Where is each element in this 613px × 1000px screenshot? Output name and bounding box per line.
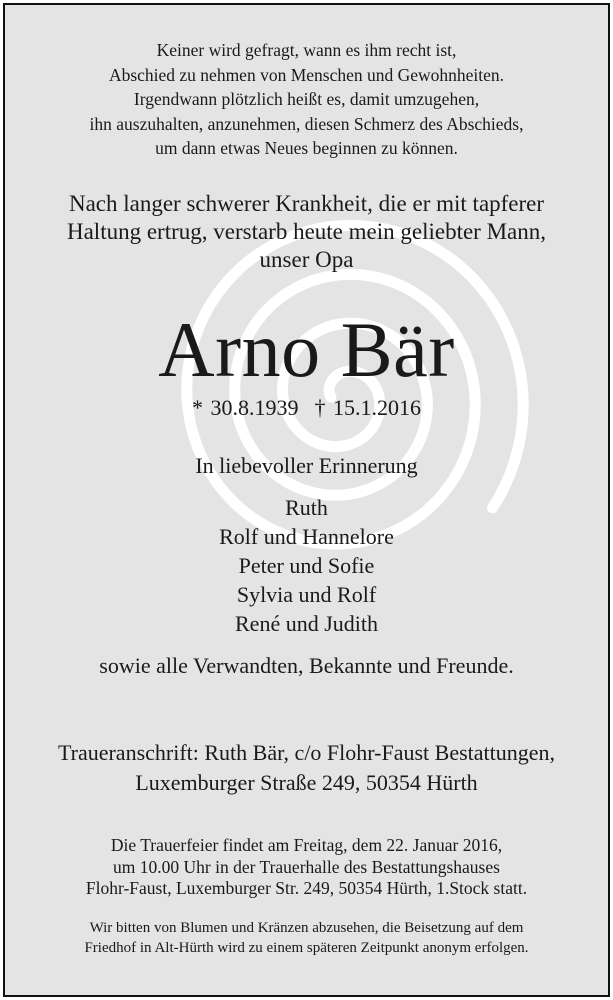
announcement-line: Haltung ertrug, verstarb heute mein geliebter Mann,	[66, 219, 546, 244]
mourners-list	[5, 493, 608, 638]
birth-date: * 30.8.1939	[192, 395, 299, 420]
funeral-line: um 10.00 Uhr in der Trauerhalle des Bestattungshauses	[113, 856, 500, 877]
announcement-line: unser Opa	[259, 247, 354, 272]
death-announcement	[5, 190, 608, 274]
mourning-address	[5, 738, 608, 798]
remembrance-line: In liebevoller Erinnerung	[195, 453, 418, 478]
funeral-line: Die Trauerfeier findet am Freitag, dem 22. Januar 2016,	[110, 835, 503, 855]
poem	[5, 38, 608, 161]
mourner-name: René und Judith	[235, 611, 378, 636]
flower-request	[5, 918, 608, 958]
mourner-name: Peter und Sofie	[238, 553, 375, 578]
announcement-line: Nach langer schwerer Krankheit, die er mit tapferer	[68, 191, 545, 216]
poem-line: Abschied zu nehmen von Menschen und Gewohnheiten.	[108, 64, 505, 85]
deceased-name: Arno Bär	[158, 306, 455, 393]
mourner-name: Rolf und Hannelore	[219, 524, 394, 549]
poem-line: Irgendwann plötzlich heißt es, damit umzugehen,	[133, 89, 480, 109]
poem-line: Keiner wird gefragt, wann es ihm recht ist,	[156, 40, 457, 60]
request-line: Friedhof in Alt-Hürth wird zu einem späteren Zeitpunkt anonym erfolgen.	[84, 940, 529, 956]
poem-line: um dann etwas Neues beginnen zu können.	[155, 138, 458, 158]
obituary-card	[3, 3, 610, 997]
poem-line: ihn auszuhalten, anzunehmen, diesen Schmerz des Abschieds,	[89, 113, 524, 134]
life-dates	[5, 393, 608, 423]
funeral-info	[5, 835, 608, 900]
death-date: † 15.1.2016	[314, 395, 421, 420]
mourner-name: Sylvia und Rolf	[236, 582, 377, 607]
relatives-line: sowie alle Verwandten, Bekannte und Freunde.	[99, 653, 514, 678]
address-line: Luxemburger Straße 249, 50354 Hürth	[135, 770, 478, 795]
mourner-name: Ruth	[285, 495, 328, 520]
funeral-line: Flohr-Faust, Luxemburger Str. 249, 50354 Hürth, 1.Stock statt.	[85, 878, 528, 898]
address-line: Traueranschrift: Ruth Bär, c/o Flohr-Faust Bestattungen,	[57, 740, 556, 765]
request-line: Wir bitten von Blumen und Kränzen abzusehen, die Beisetzung auf dem	[89, 920, 524, 936]
